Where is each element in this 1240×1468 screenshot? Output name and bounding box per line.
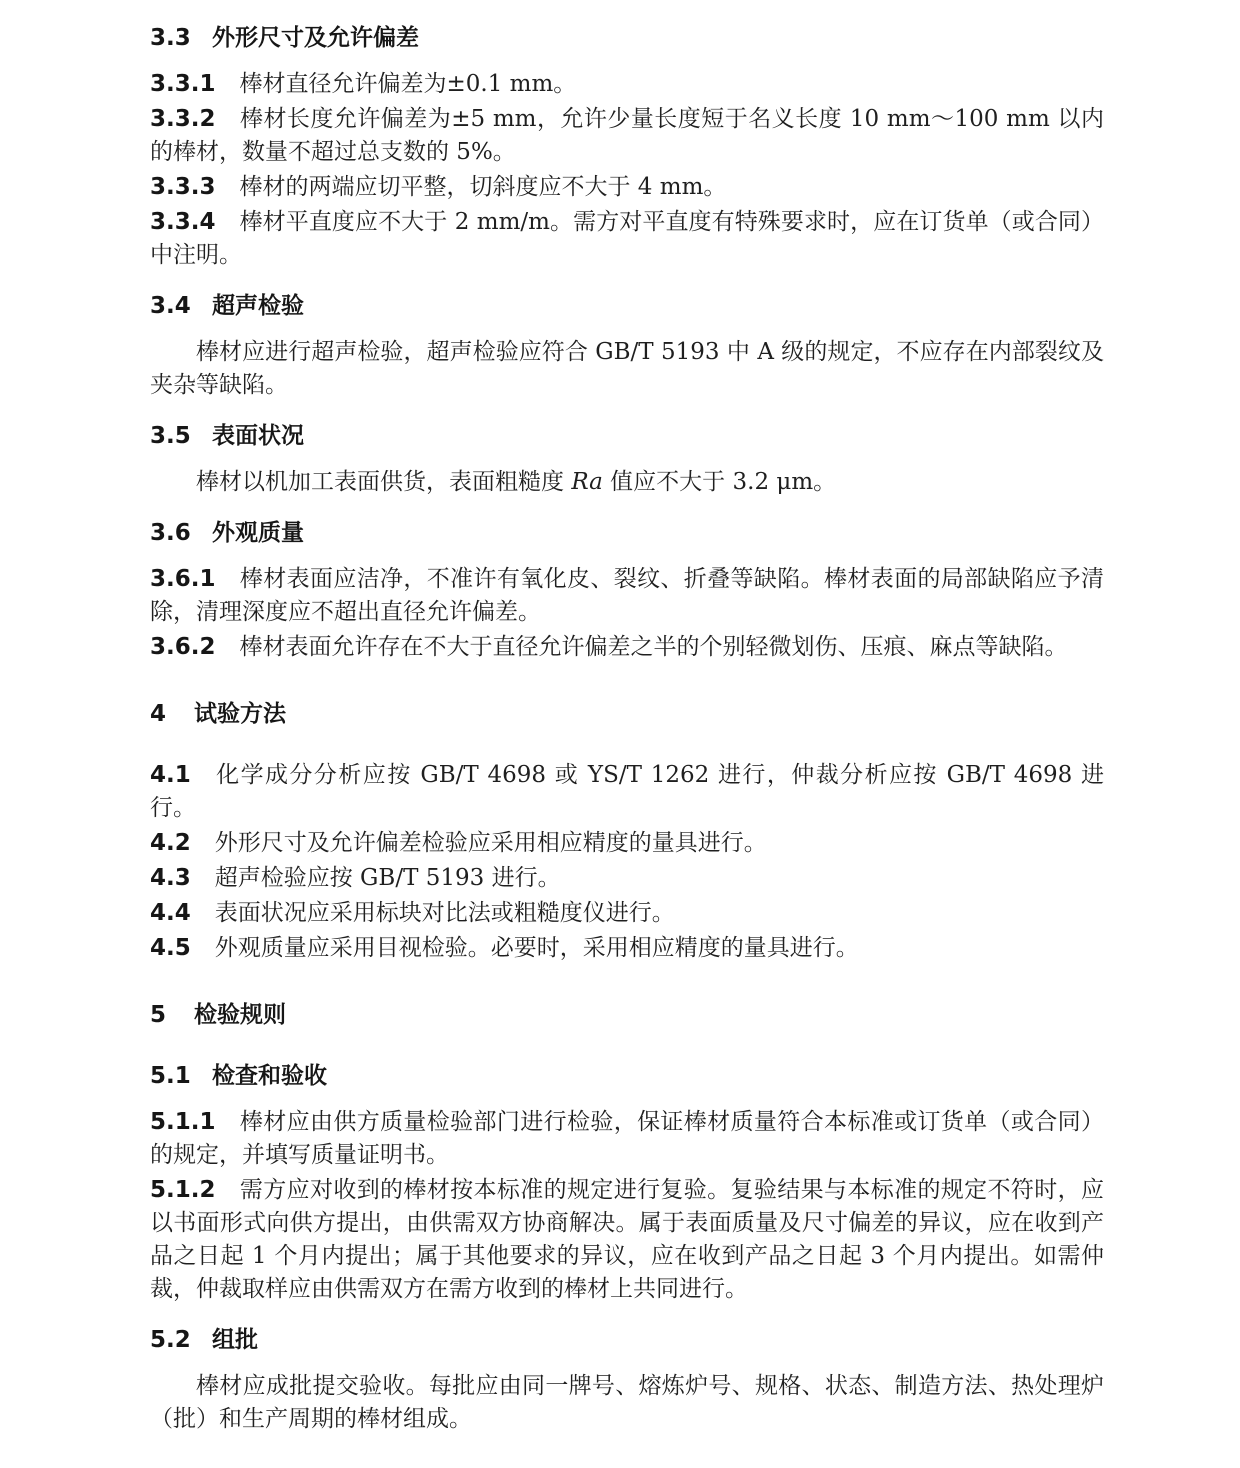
para-text-after: 值应不大于 3.2 μm。 [602,469,837,495]
clause-text: 外形尺寸及允许偏差检验应采用相应精度的量具进行。 [214,830,767,856]
heading-title: 超声检验 [212,293,304,319]
roughness-symbol: Ra [571,469,603,495]
para-ultrasonic: 棒材应进行超声检验，超声检验应符合 GB/T 5193 中 A 级的规定，不应存在内部裂纹及夹杂等缺陷。 [150,339,1104,398]
clause-number: 5.1.2 [150,1177,216,1203]
clause-text: 棒材直径允许偏差为±0.1 mm。 [239,71,577,97]
clause-number: 4.3 [150,865,191,891]
clause-text: 外观质量应采用目视检验。必要时，采用相应精度的量具进行。 [214,935,859,961]
clause-number: 3.3.4 [150,209,216,235]
clause-4-1 [150,759,1104,825]
heading-title: 试验方法 [194,701,286,727]
clause-5-1-1 [150,1106,1104,1172]
clause-text: 棒材长度允许偏差为±5 mm，允许少量长度短于名义长度 10 mm～100 mm 以内的棒材，数量不超过总支数的 5%。 [150,106,1104,165]
heading-5 [150,999,1104,1032]
clause-number: 3.6.2 [150,634,216,660]
heading-number: 5.2 [150,1327,191,1353]
heading-title: 表面状况 [212,423,304,449]
clause-number: 4.5 [150,935,191,961]
clause-3-3-4 [150,206,1104,272]
clause-text: 需方应对收到的棒材按本标准的规定进行复验。复验结果与本标准的规定不符时，应以书面形式向供方提出，由供需双方协商解决。属于表面质量及尺寸偏差的异议，应在收到产品之日起 1 个月内提出；属于其他要求的异议，应在收到产品之日起 3 个月内提出。如需仲裁，仲裁取样应由供需双方在需方收到的棒材上共同进行。 [150,1177,1104,1302]
clause-number: 3.3.2 [150,106,216,132]
heading-3-6 [150,517,1104,550]
clause-number: 3.3.3 [150,174,216,200]
clause-5-1-2 [150,1174,1104,1306]
clause-text: 棒材平直度应不大于 2 mm/m。需方对平直度有特殊要求时，应在订货单（或合同）中注明。 [150,209,1104,268]
heading-3-5 [150,420,1104,453]
clause-text: 棒材表面应洁净，不准许有氧化皮、裂纹、折叠等缺陷。棒材表面的局部缺陷应予清除，清理深度应不超出直径允许偏差。 [150,566,1104,625]
clause-text: 超声检验应按 GB/T 5193 进行。 [214,865,561,891]
heading-5-2 [150,1324,1104,1357]
heading-title: 检验规则 [194,1002,286,1028]
heading-5-1 [150,1060,1104,1093]
clause-number: 3.3.1 [150,71,216,97]
clause-3-6-2 [150,631,1104,664]
clause-text: 化学成分分析应按 GB/T 4698 或 YS/T 1262 进行，仲裁分析应按 GB/T 4698 进行。 [150,762,1104,821]
clause-3-6-1 [150,563,1104,629]
heading-number: 4 [150,701,167,727]
clause-4-4 [150,897,1104,930]
heading-number: 5 [150,1002,167,1028]
clause-3-3-2 [150,103,1104,169]
clause-3-3-1 [150,68,1104,101]
heading-number: 3.6 [150,520,191,546]
clause-text: 棒材应由供方质量检验部门进行检验，保证棒材质量符合本标准或订货单（或合同）的规定，并填写质量证明书。 [150,1109,1104,1168]
para-batching: 棒材应成批提交验收。每批应由同一牌号、熔炼炉号、规格、状态、制造方法、热处理炉（批）和生产周期的棒材组成。 [150,1373,1104,1432]
heading-title: 检查和验收 [212,1063,327,1089]
clause-4-2 [150,827,1104,860]
heading-4 [150,698,1104,731]
clause-number: 4.1 [150,762,191,788]
clause-number: 3.6.1 [150,566,216,592]
heading-3-3 [150,22,1104,55]
clause-text: 棒材表面允许存在不大于直径允许偏差之半的个别轻微划伤、压痕、麻点等缺陷。 [239,634,1068,660]
clause-number: 4.2 [150,830,191,856]
heading-title: 外观质量 [212,520,304,546]
heading-number: 3.5 [150,423,191,449]
para-surface [150,466,1104,499]
clause-number: 4.4 [150,900,191,926]
heading-number: 3.4 [150,293,191,319]
heading-number: 3.3 [150,25,191,51]
clause-number: 5.1.1 [150,1109,216,1135]
heading-title: 外形尺寸及允许偏差 [212,25,419,51]
heading-number: 5.1 [150,1063,191,1089]
clause-4-3 [150,862,1104,895]
clause-4-5 [150,932,1104,965]
heading-3-4 [150,290,1104,323]
clause-text: 棒材的两端应切平整，切斜度应不大于 4 mm。 [239,174,727,200]
para-text-before: 棒材以机加工表面供货，表面粗糙度 [196,469,572,495]
clause-3-3-3 [150,171,1104,204]
document-body [150,22,1104,1436]
heading-title: 组批 [212,1327,258,1353]
clause-text: 表面状况应采用标块对比法或粗糙度仪进行。 [214,900,675,926]
